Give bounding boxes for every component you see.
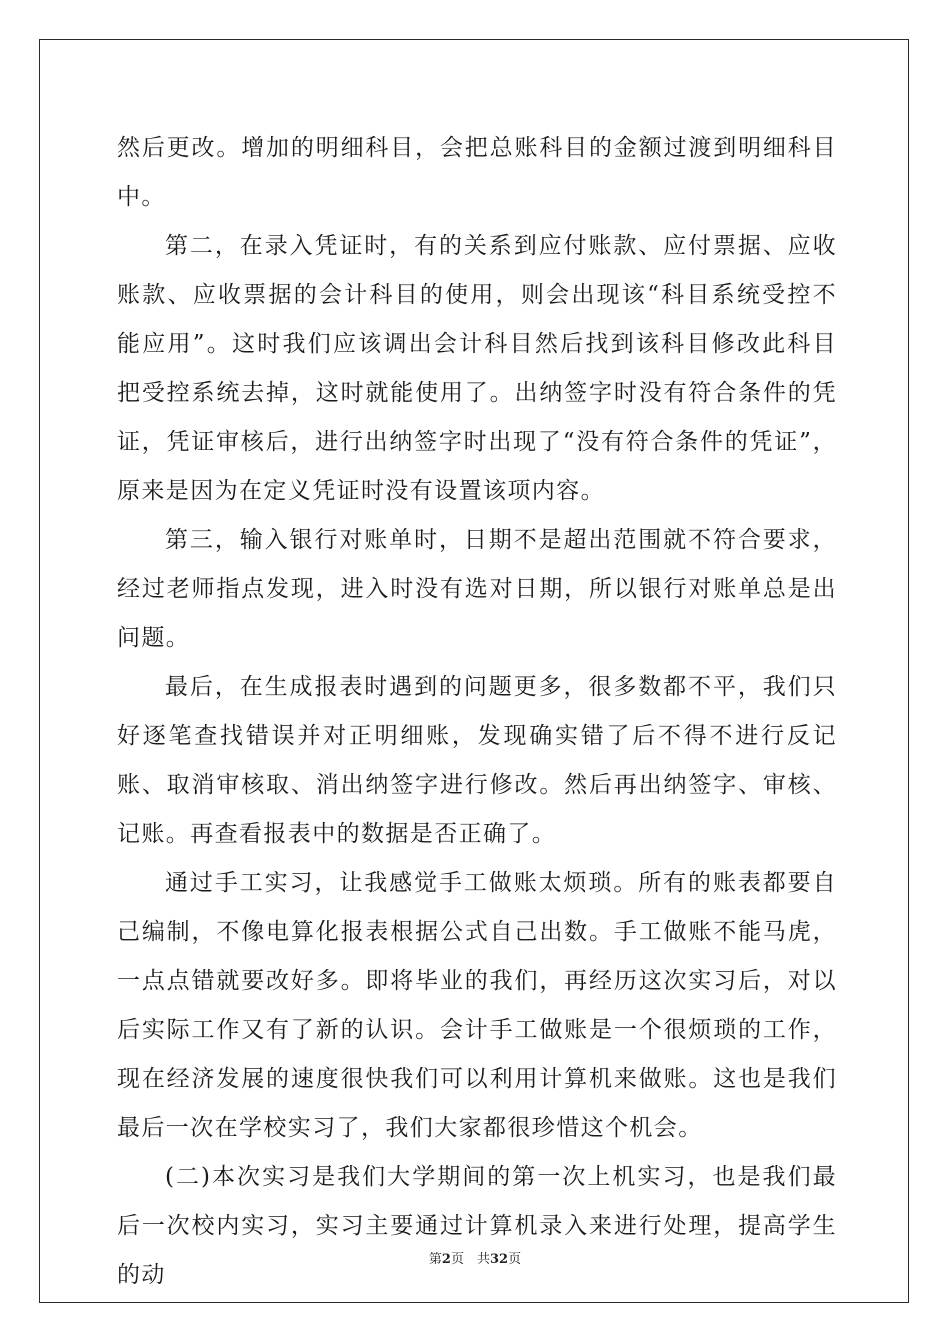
paragraph-3: 第三，输入银行对账单时，日期不是超出范围就不符合要求，经过老师指点发现，进入时没有选对日期，所以银行对账单总是出问题。 xyxy=(117,527,837,651)
page-prefix: 第 xyxy=(428,1252,442,1267)
page-suffix: 页 xyxy=(508,1252,522,1267)
paragraph-4: 最后，在生成报表时遇到的问题更多，很多数都不平，我们只好逐笔查找错误并对正明细账，发现确实错了后不得不进行反记账、取消审核取、消出纳签字进行修改。然后再出纳签字、审核、记账。再查看报表中的数据是否正确了。 xyxy=(117,674,837,847)
page-footer xyxy=(0,1248,950,1267)
paragraph-6: (二)本次实习是我们大学期间的第一次上机实习，也是我们最后一次校内实习，实习主要通过计算机录入来进行处理，提高学生的动 xyxy=(117,1164,837,1288)
total-page-number: 32 xyxy=(489,1252,509,1267)
document-body xyxy=(117,124,837,1300)
paragraph-1: 然后更改。增加的明细科目，会把总账科目的金额过渡到明细科目中。 xyxy=(117,135,837,210)
paragraph-5: 通过手工实习，让我感觉手工做账太烦琐。所有的账表都要自己编制，不像电算化报表根据公式自己出数。手工做账不能马虎，一点点错就要改好多。即将毕业的我们，再经历这次实习后，对以后实际工作又有了新的认识。会计手工做账是一个很烦琐的工作，现在经济发展的速度很快我们可以利用计算机来做账。这也是我们最后一次在学校实习了，我们大家都很珍惜这个机会。 xyxy=(117,870,837,1141)
page-mid: 页 共 xyxy=(450,1252,490,1267)
current-page-number: 2 xyxy=(441,1252,451,1267)
paragraph-2: 第二，在录入凭证时，有的关系到应付账款、应付票据、应收账款、应收票据的会计科目的使用，则会出现该“科目系统受控不能应用”。这时我们应该调出会计科目然后找到该科目修改此科目把受控系统去掉，这时就能使用了。出纳签字时没有符合条件的凭证，凭证审核后，进行出纳签字时出现了“没有符合条件的凭证”，原来是因为在定义凭证时没有设置该项内容。 xyxy=(117,233,837,504)
